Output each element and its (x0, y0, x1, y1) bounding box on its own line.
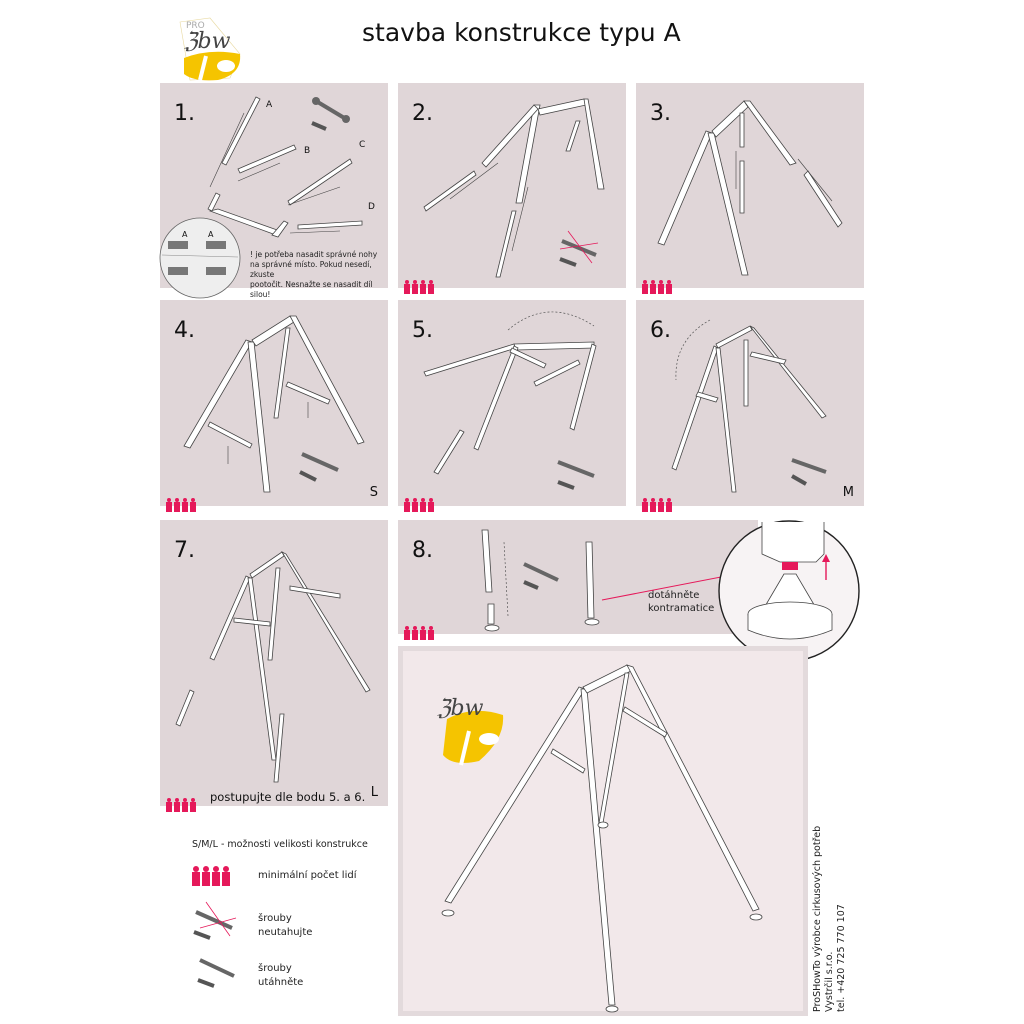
svg-text:B: B (304, 146, 311, 156)
step-4-illustration (160, 300, 388, 506)
step-number: 3. (650, 101, 671, 126)
step-1-panel (160, 83, 388, 299)
bolt-icon (792, 476, 806, 484)
step-number: 8. (412, 538, 433, 563)
legend-sizes: S/M/L - možnosti velikosti konstrukce (192, 839, 368, 850)
step-5-panel (398, 300, 626, 506)
wrench-crossed-icon (560, 231, 598, 265)
step-7-panel (160, 520, 388, 806)
wrench-icon (558, 462, 594, 476)
callout-line: dotáhněte (648, 590, 700, 601)
detail-magnifier (160, 218, 240, 298)
legend-line: neutahujte (258, 927, 313, 938)
bolt-icon (524, 582, 538, 588)
step-5-illustration (398, 300, 626, 506)
step-1-note (250, 250, 388, 300)
contact-legal-name: Vystrčil s.r.o. (824, 951, 835, 1012)
logo-graphic (170, 14, 250, 84)
step-number: 7. (174, 538, 195, 563)
bolt-icon (560, 259, 576, 265)
step-3-illustration (636, 83, 864, 288)
step-number: 6. (650, 318, 671, 343)
proshowto-logo (170, 14, 250, 84)
wrench-icon (302, 454, 338, 470)
wrench-icon (312, 97, 350, 123)
bolt-icon (558, 482, 574, 488)
legend-line: šrouby (258, 913, 292, 924)
svg-text:C: C (359, 140, 366, 150)
step-8-panel (398, 520, 758, 634)
svg-text:A: A (208, 230, 214, 239)
callout-line: kontramatice (648, 603, 715, 614)
legend-people-label: minimální počet lidí (258, 870, 357, 881)
svg-text:A: A (182, 230, 188, 239)
contact-company: ProSHowTo výrobce cirkusových potřeb (812, 825, 823, 1012)
step-4-panel (160, 300, 388, 506)
step-number: 2. (412, 101, 433, 126)
legend-tighten-label (258, 962, 303, 990)
legend-line: utáhněte (258, 977, 304, 988)
wrench-icon (524, 564, 558, 580)
step-8-illustration (398, 520, 758, 634)
note-line: ! je potřeba nasadit správné nohy (250, 250, 378, 259)
step-6-illustration (636, 300, 864, 506)
size-label: M (842, 485, 854, 500)
final-assembly-panel (398, 646, 808, 1016)
wrench-icon (792, 460, 826, 472)
note-line: pootočit. Nesnažte se nasadit díl silou! (250, 280, 373, 299)
svg-text:D: D (368, 202, 375, 212)
step-7-illustration (160, 520, 388, 806)
legend-loose-label (258, 912, 312, 940)
step-7-caption: postupujte dle bodu 5. a 6. (210, 790, 366, 804)
bolt-icon (300, 472, 316, 480)
step-number: 5. (412, 318, 433, 343)
page-title: stavba konstrukce typu A (362, 18, 681, 47)
foot-detail-magnifier (716, 518, 862, 664)
contact-info (812, 826, 848, 1012)
legend-line: šrouby (258, 963, 292, 974)
part-label-a: A (266, 100, 273, 110)
size-label: L (370, 785, 378, 800)
svg-text:PRO: PRO (186, 21, 205, 31)
step-number: 4. (174, 318, 195, 343)
step-2-illustration (398, 83, 626, 288)
step-8-callout (648, 589, 714, 615)
note-line: na správné místo. Pokud nesedí, zkuste (250, 260, 372, 279)
step-3-panel (636, 83, 864, 288)
svg-text:ℨbw: ℨbw (437, 696, 484, 721)
contact-phone: tel. +420 725 770 107 (836, 904, 847, 1012)
logo-watermark (437, 696, 503, 765)
svg-text:ℨbw: ℨbw (184, 29, 231, 54)
step-6-panel (636, 300, 864, 506)
bolt-icon (312, 123, 326, 129)
final-assembly-illustration (403, 651, 813, 1021)
foot-detail-graphic (716, 518, 862, 664)
step-number: 1. (174, 101, 195, 126)
step-2-panel (398, 83, 626, 288)
size-label: S (369, 485, 378, 500)
